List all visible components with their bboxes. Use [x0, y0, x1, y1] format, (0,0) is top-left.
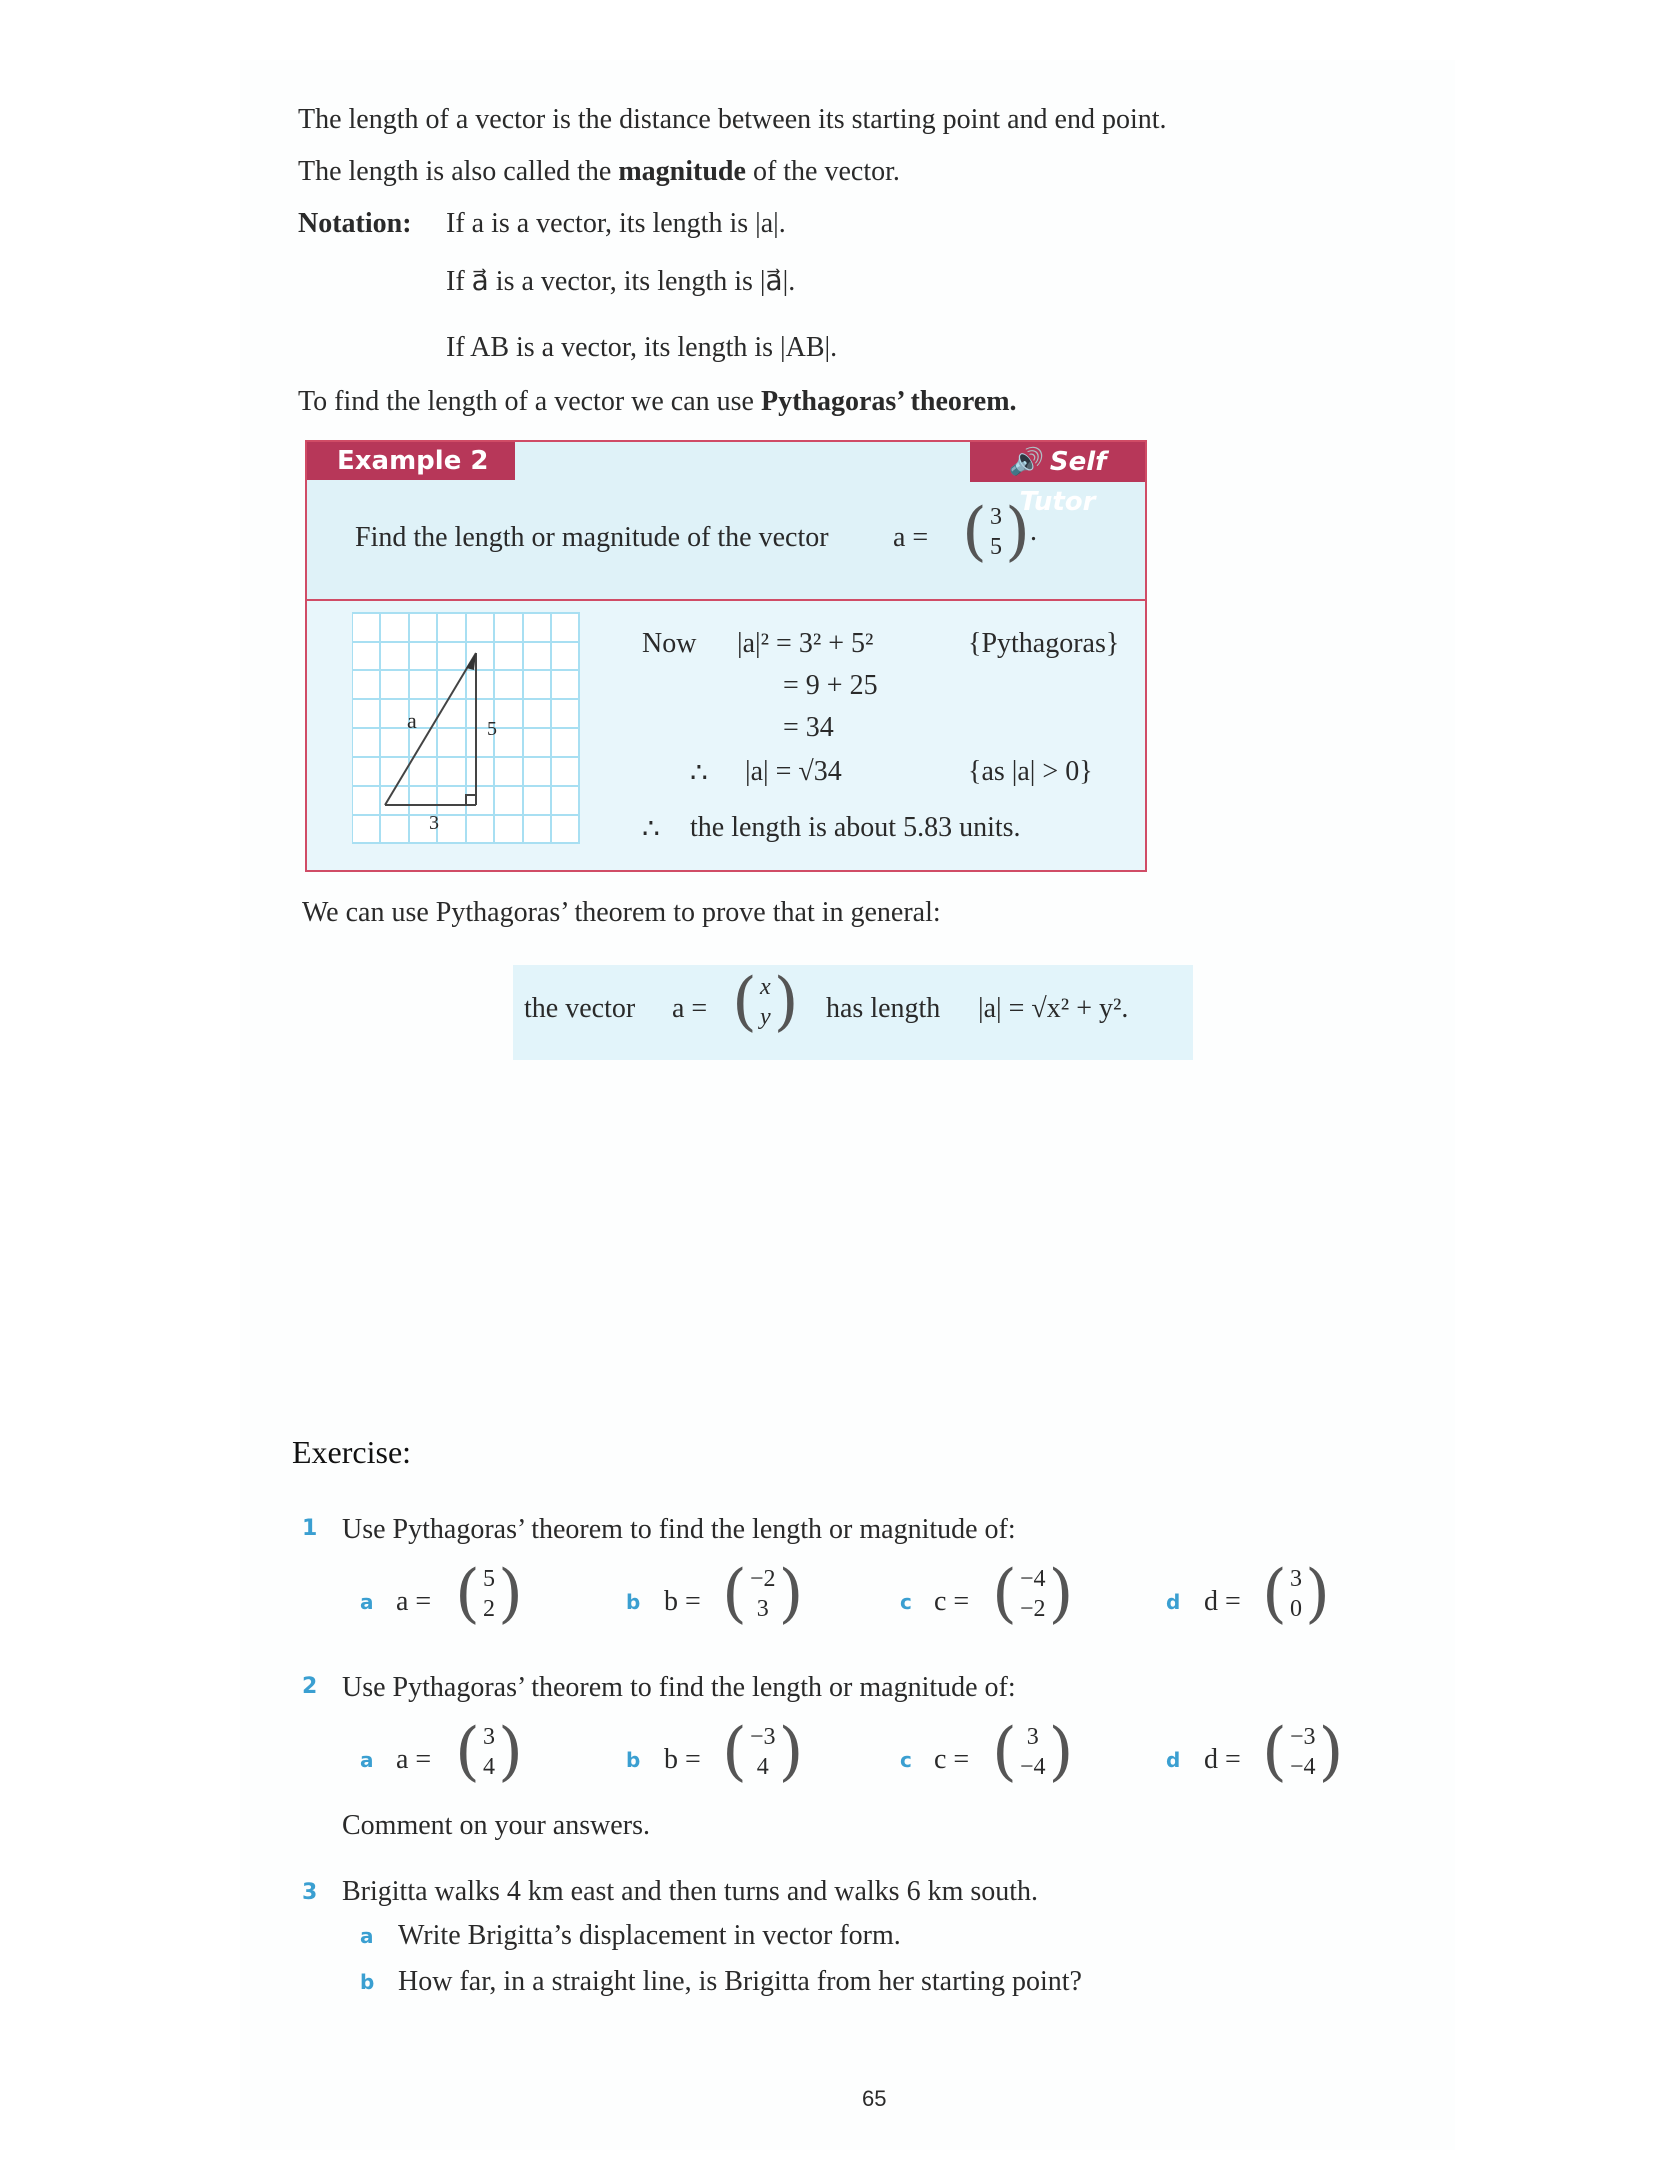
step-5-prefix: ∴ [642, 814, 660, 845]
step-4-math: |a| = √34 [745, 756, 842, 787]
q1b-letter: b [626, 1590, 641, 1614]
q3a-text: Write Brigitta’s displacement in vector form. [398, 1920, 901, 1951]
q3-text: Brigitta walks 4 km east and then turns and walks 6 km south. [342, 1876, 1039, 1907]
q3a-letter: a [360, 1924, 374, 1948]
intro-line-2: The length is also called the magnitude of the vector. [298, 156, 900, 187]
q2-text: Use Pythagoras’ theorem to find the length or magnitude of: [342, 1672, 1016, 1703]
general-vector: ( x y ) [732, 965, 799, 1039]
grid-label-5: 5 [487, 718, 497, 740]
grid-label-3: 3 [429, 812, 439, 834]
step-5-conclusion: the length is about 5.83 units. [690, 812, 1021, 843]
q1-text: Use Pythagoras’ theorem to find the length or magnitude of: [342, 1514, 1016, 1545]
q2b-vector: ( −3 4 ) [722, 1715, 804, 1789]
q3b-letter: b [360, 1970, 375, 1994]
general-pre: the vector [524, 993, 636, 1024]
general-post: has length [826, 993, 941, 1024]
q1b-vector: ( −2 3 ) [722, 1557, 804, 1631]
q1a-letter: a [360, 1590, 374, 1614]
q3-number: 3 [302, 1880, 318, 1905]
q2d-vector: ( −3 −4 ) [1262, 1715, 1344, 1789]
general-result: |a| = √x² + y². [978, 993, 1129, 1024]
example-tag: Example 2 [307, 442, 515, 480]
q2c-label: c = [934, 1744, 970, 1775]
q2-number: 2 [302, 1674, 318, 1699]
q2c-letter: c [900, 1748, 912, 1772]
q3b-text: How far, in a straight line, is Brigitta from her starting point? [398, 1966, 1082, 1997]
step-2-math: = 9 + 25 [783, 670, 878, 701]
step-3-math: = 34 [783, 712, 834, 743]
q1a-vector: ( 5 2 ) [455, 1557, 523, 1631]
example-question: Find the length or magnitude of the vector [355, 522, 829, 553]
notation-label: Notation: [298, 208, 412, 239]
q2d-label: d = [1204, 1744, 1241, 1775]
q2b-letter: b [626, 1748, 641, 1772]
q2d-letter: d [1166, 1748, 1181, 1772]
general-intro: We can use Pythagoras’ theorem to prove that in general: [302, 897, 941, 928]
q2c-vector: ( 3 −4 ) [992, 1715, 1074, 1789]
step-1-math: |a|² = 3² + 5² [737, 628, 874, 659]
q1d-label: d = [1204, 1586, 1241, 1617]
q2a-letter: a [360, 1748, 374, 1772]
vector-grid-diagram [352, 612, 580, 844]
step-4-note: {as |a| > 0} [968, 756, 1093, 787]
q1d-vector: ( 3 0 ) [1262, 1557, 1330, 1631]
pythagoras-intro: To find the length of a vector we can use Pythagoras’ theorem. [298, 386, 1017, 417]
q2b-label: b = [664, 1744, 701, 1775]
q1b-label: b = [664, 1586, 701, 1617]
step-1-prefix: Now [642, 628, 697, 659]
notation-line-1: If a is a vector, its length is |a|. [446, 208, 786, 239]
example-vector: ( 3 5 ) . [962, 495, 1037, 569]
q1c-vector: ( −4 −2 ) [992, 1557, 1074, 1631]
q1c-letter: c [900, 1590, 912, 1614]
step-4-prefix: ∴ [690, 758, 708, 789]
page-number: 65 [862, 2086, 887, 2111]
exercise-heading: Exercise: [292, 1434, 412, 1470]
grid-label-a: a [407, 708, 417, 733]
general-vector-label: a = [672, 993, 708, 1024]
notation-line-3: If AB is a vector, its length is |AB|. [446, 332, 838, 363]
q2a-label: a = [396, 1744, 432, 1775]
intro-line-1: The length of a vector is the distance between its starting point and end point. [298, 104, 1167, 135]
self-tutor-button[interactable]: 🔊 Self Tutor [970, 442, 1145, 482]
q1a-label: a = [396, 1586, 432, 1617]
q2-comment: Comment on your answers. [342, 1810, 650, 1841]
notation-line-2: If a⃗ is a vector, its length is |a⃗|. [446, 266, 796, 297]
q2a-vector: ( 3 4 ) [455, 1715, 523, 1789]
q1c-label: c = [934, 1586, 970, 1617]
example-vector-label: a = [893, 522, 929, 553]
q1-number: 1 [302, 1516, 318, 1541]
step-1-note: {Pythagoras} [968, 628, 1120, 659]
q1d-letter: d [1166, 1590, 1181, 1614]
